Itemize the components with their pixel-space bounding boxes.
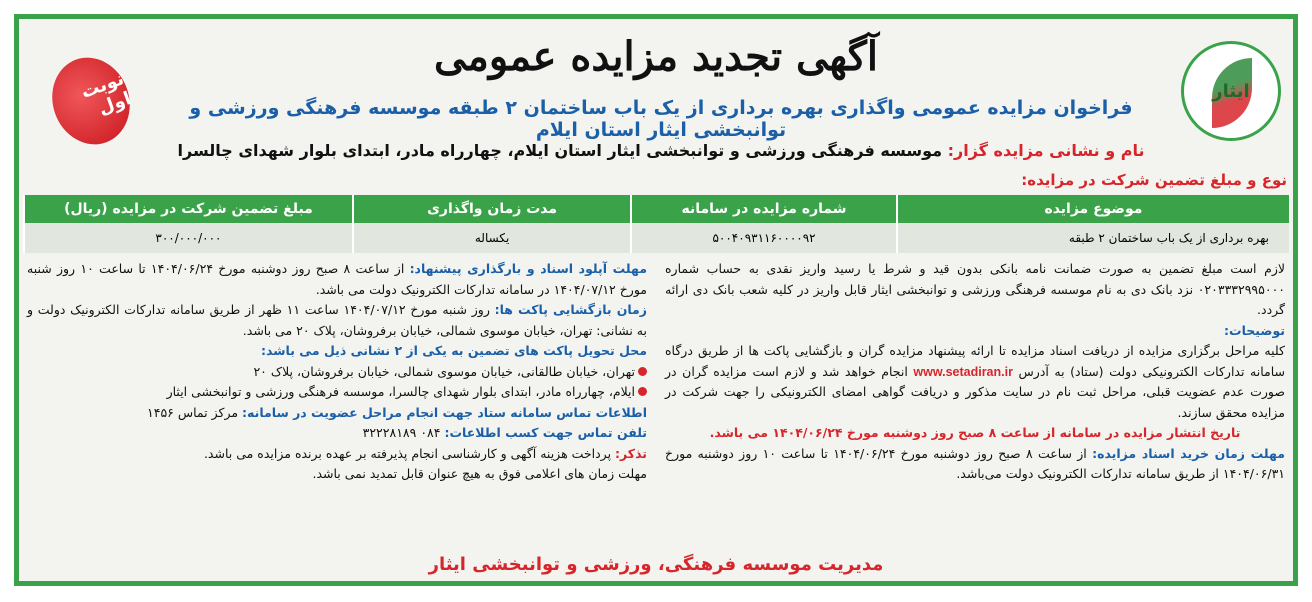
notes-paragraph <box>665 341 1285 423</box>
note <box>27 444 647 465</box>
organizer-label: نام و نشانی مزایده گزار: <box>947 141 1145 160</box>
col-number: شماره مزایده در سامانه <box>631 195 897 223</box>
upload-deadline <box>27 259 647 300</box>
right-column <box>665 259 1285 485</box>
open-label: زمان بازگشایی پاکت ها: <box>494 302 647 317</box>
notes-text-b: انجام خواهد شد و لازم است مزایده گران در صورت عدم عضویت قبلی، مراحل ثبت نام در سایت مذکور و دریافت گواهی امضای الکترونیکی را جهت شرکت در مزایده محقق سازند. <box>665 363 1285 420</box>
delivery-address-1 <box>27 362 647 383</box>
opening-time <box>27 300 647 341</box>
upload-value: از ساعت ۸ صبح روز دوشنبه مورخ ۱۴۰۴/۰۶/۲۴ تا ساعت ۱۰ روز شنبه مورخ ۱۴۰۴/۰۷/۱۲ در سامانه تدارکات الکترونیک دولت می باشد. <box>27 261 647 297</box>
delivery-address-2 <box>27 382 647 403</box>
contact-value: مرکز تماس ۱۴۵۶ <box>147 404 239 420</box>
bullet-icon <box>638 387 647 396</box>
guarantee-paragraph: لازم است مبلغ تضمین به صورت ضمانت نامه بانکی بدون قید و شرط یا رسید واریز نقدی به حساب شماره ۰۲۰۳۳۳۲۹۹۵۰۰۰ نزد بانک دی به نام موسسه فرهنگی ورزشی و توانبخشی ایثار قابل واریز در کلیه شعب بانک دی ارائه گردد. <box>665 261 1285 317</box>
buy-label: مهلت زمان خرید اسناد مزایده: <box>1092 445 1285 461</box>
buy-deadline <box>665 444 1285 485</box>
cell-number: ۵۰۰۴۰۹۳۱۱۶۰۰۰۰۹۲ <box>631 223 897 253</box>
phone-label: تلفن تماس جهت کسب اطلاعات: <box>444 425 647 440</box>
organizer-address <box>149 141 1173 160</box>
first-round-badge: نوبت اول <box>40 47 142 156</box>
left-column <box>27 259 647 485</box>
open-value: روز شنبه مورخ ۱۴۰۴/۰۷/۱۲ ساعت ۱۱ ظهر از طریق سامانه تدارکات الکترونیک دولت و به نشانی: تهران، خیابان موسوی شمالی، خیابان برفروشان، پلاک ۲۰ می باشد. <box>27 302 647 338</box>
note-2: مهلت زمان های اعلامی فوق به هیچ عنوان قابل تمدید نمی باشد. <box>312 466 647 481</box>
delivery-label: محل تحویل پاکت های تضمین به یکی از ۲ نشانی ذیل می باشد: <box>261 343 647 358</box>
publish-date: تاریخ انتشار مزایده در سامانه از ساعت ۸ صبح روز دوشنبه مورخ ۱۴۰۴/۰۶/۲۴ می باشد. <box>709 425 1241 440</box>
auction-notice <box>14 14 1298 586</box>
organizer-value: موسسه فرهنگی ورزشی و توانبخشی ایثار استان ایلام، چهارراه مادر، ابتدای بلوار شهدای چالسرا <box>177 141 943 160</box>
phone-value: ۰۸۴ ۳۲۲۲۸۱۸۹ <box>362 425 441 440</box>
table-row <box>24 223 1289 253</box>
col-subject: موضوع مزایده <box>897 195 1289 223</box>
setadiran-link[interactable]: www.setadiran.ir <box>913 364 1013 379</box>
cell-subject: بهره برداری از یک باب ساختمان ۲ طبقه <box>897 223 1289 253</box>
contact-info <box>27 403 647 424</box>
bullet-icon <box>638 367 647 376</box>
notice-subtitle: فراخوان مزایده عمومی واگذاری بهره برداری از یک باب ساختمان ۲ طبقه موسسه فرهنگی ورزشی و توانبخشی ایثار استان ایلام <box>189 97 1133 141</box>
footer-signature: مدیریت موسسه فرهنگی، ورزشی و توانبخشی ایثار <box>428 554 884 575</box>
guarantee-type-label: نوع و مبلغ تضمین شرکت در مزایده: <box>1021 171 1287 189</box>
phone-info <box>27 423 647 444</box>
col-guarantee: مبلغ تضمین شرکت در مزایده (ریال) <box>24 195 353 223</box>
note-value: پرداخت هزینه آگهی و کارشناسی انجام پذیرفته بر عهده برنده مزایده می باشد. <box>203 445 612 461</box>
logo-text: ایثار <box>1212 80 1250 102</box>
auction-table <box>23 195 1289 253</box>
col-duration: مدت زمان واگذاری <box>353 195 631 223</box>
upload-label: مهلت آپلود اسناد و بارگذاری پیشنهاد: <box>409 261 647 276</box>
cell-guarantee: ۳۰۰/۰۰۰/۰۰۰ <box>24 223 353 253</box>
note-label: تذکر: <box>615 445 647 461</box>
notes-label: توضیحات: <box>1224 322 1285 338</box>
cell-duration: یکساله <box>353 223 631 253</box>
addr2-text: ایلام، چهارراه مادر، ابتدای بلوار شهدای چالسرا، موسسه فرهنگی ورزشی و توانبخشی ایثار <box>166 384 635 399</box>
contact-label: اطلاعات تماس سامانه ستاد جهت انجام مراحل عضویت در سامانه: <box>242 404 647 420</box>
buy-value: از ساعت ۸ صبح روز دوشنبه مورخ ۱۴۰۴/۰۶/۲۴ تا ساعت ۱۰ روز دوشنبه مورخ ۱۴۰۴/۰۶/۳۱ از طریق سامانه تدارکات الکترونیک دولت می‌باشد. <box>665 445 1285 481</box>
notes-text-a: کلیه مراحل برگزاری مزایده از دریافت اسناد مزایده تا ارائه پیشنهاد مزایده گران و بازگشایی پاکت ها از طریق درگاه سامانه تدارکات الکترونیکی دولت (ستاد) به آدرس <box>665 343 1285 379</box>
notice-title: آگهی تجدید مزایده عمومی <box>434 33 878 80</box>
table-header-row <box>24 195 1289 223</box>
addr1-text: تهران، خیابان طالقانی، خیابان موسوی شمالی، خیابان برفروشان، پلاک ۲۰ <box>253 363 635 379</box>
